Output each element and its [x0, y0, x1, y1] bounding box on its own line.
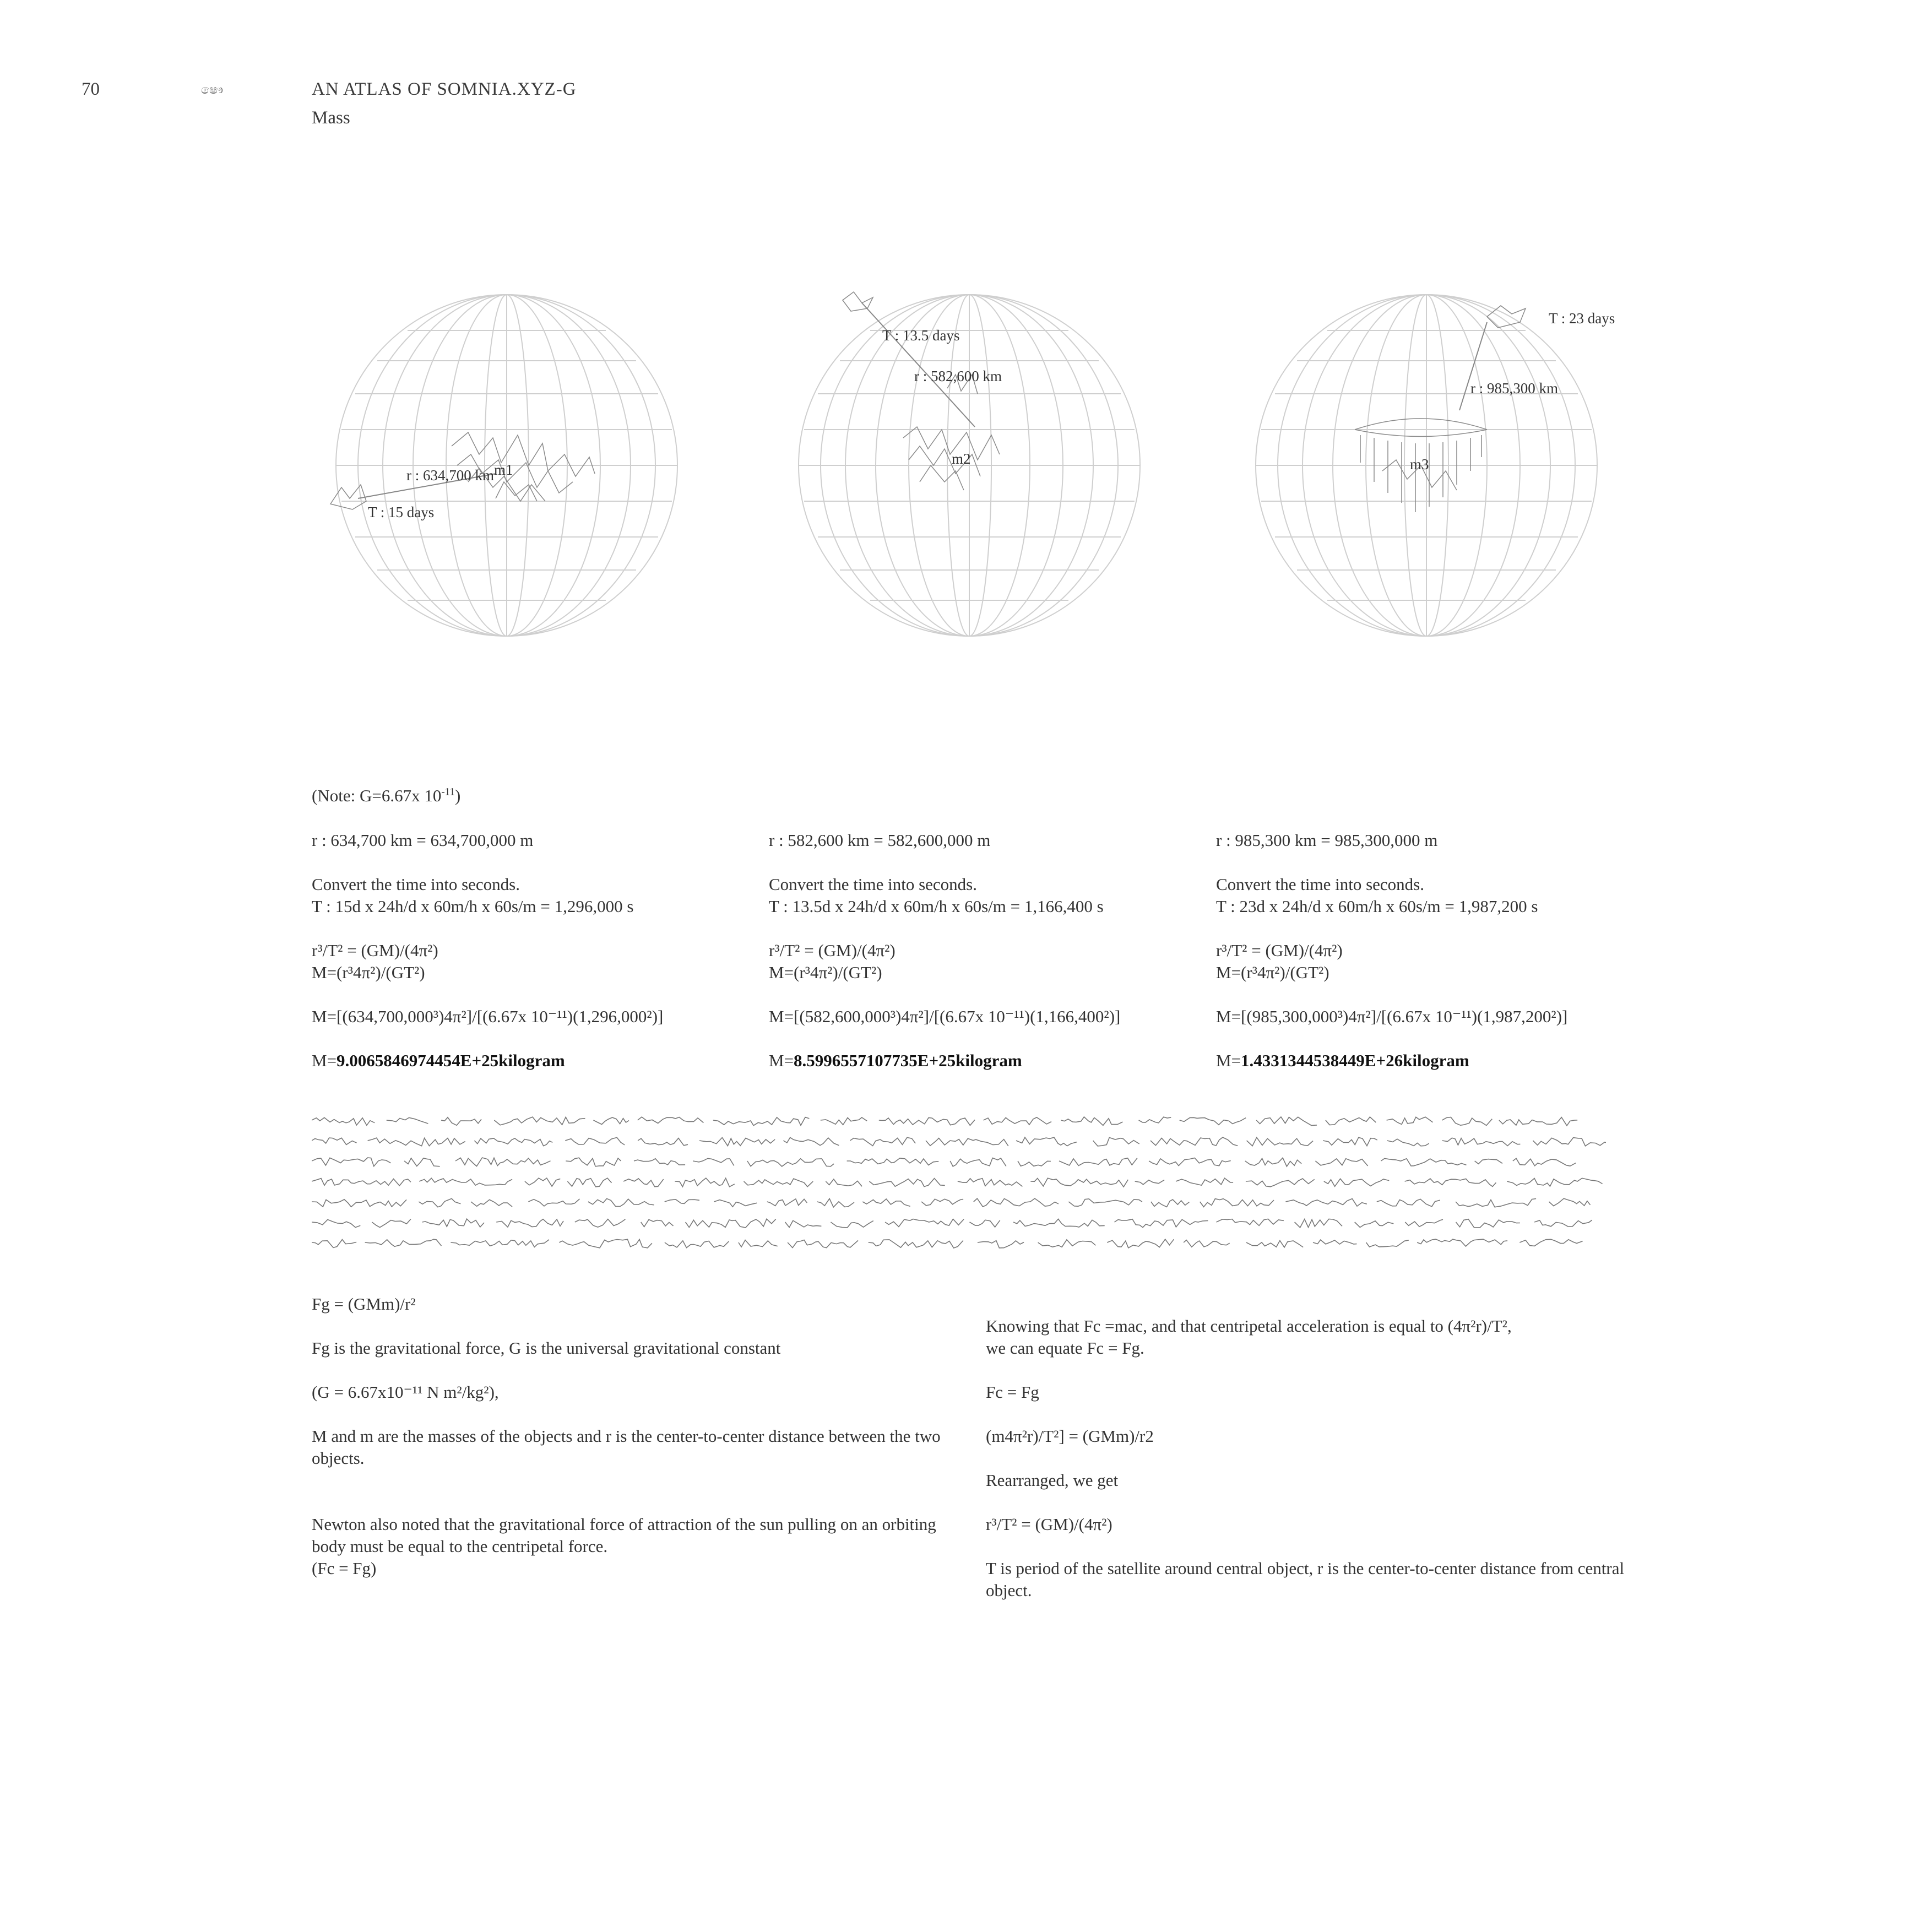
scribble-word [862, 1199, 910, 1206]
scribble-word [1247, 1137, 1314, 1146]
scribble-word [1519, 1239, 1582, 1246]
scribble-word [1013, 1219, 1105, 1227]
time-conversion: T : 13.5d x 24h/d x 60m/h x 60s/m = 1,166,400 s [769, 897, 1104, 916]
scribble-word [441, 1117, 481, 1126]
scribble-word [1093, 1138, 1139, 1146]
scribble-word [1313, 1240, 1357, 1244]
fc-fg: Fc = Fg [986, 1382, 1039, 1402]
scribble-word [788, 1240, 858, 1248]
scribble-word [575, 1219, 626, 1228]
mass-result: M=8.5996557107735E+25kilogram [769, 1051, 1022, 1070]
calc-column-m2 [769, 829, 1120, 1072]
scribble-word [1405, 1179, 1496, 1186]
fg-description: Fg is the gravitational force, G is the universal gravitational constant [312, 1338, 781, 1358]
scribble-word [387, 1117, 428, 1124]
masses-description: M and m are the masses of the objects and r is the center-to-center distance between the two objects. [312, 1426, 941, 1468]
scribble-word [496, 1219, 563, 1227]
scribble-word [1107, 1239, 1174, 1248]
mass-formula: M=(r³4π²)/(GT²) [1216, 963, 1329, 982]
kepler-law: r³/T² = (GM)/(4π²) [312, 941, 438, 960]
scribble-word [528, 1199, 579, 1206]
scribble-word [1018, 1161, 1051, 1166]
scribble-word [312, 1240, 356, 1248]
calc-column-m3 [1216, 829, 1567, 1072]
scribble-word [312, 1138, 357, 1144]
page-number: 70 [82, 79, 100, 99]
scribble-word [419, 1198, 460, 1207]
globe2-mass-label: m2 [952, 451, 971, 467]
globe3-mass-label: m3 [1410, 456, 1429, 473]
scribble-word [850, 1137, 916, 1146]
scribble-word [739, 1240, 778, 1247]
scribble-word [1180, 1117, 1246, 1125]
period-description: T is period of the satellite around central object, r is the center-to-center distance from central object. [986, 1559, 1625, 1600]
scribble-word [1326, 1117, 1376, 1125]
scribble-word [826, 1179, 862, 1186]
globe3-period-label: T : 23 days [1549, 310, 1615, 327]
scribble-word [1315, 1159, 1367, 1166]
kepler-law: r³/T² = (GM)/(4π²) [1216, 941, 1343, 960]
scribble-word [312, 1219, 360, 1227]
scribble-word [1246, 1179, 1315, 1187]
scribble-word [675, 1178, 734, 1187]
scribble-word [474, 1138, 552, 1146]
scribble-word [638, 1138, 688, 1146]
scribble-word [312, 1200, 406, 1207]
scribble-word [1245, 1158, 1302, 1166]
scribble-word [1184, 1240, 1230, 1247]
scribble-word [1295, 1219, 1342, 1228]
gravity-explanation [312, 1293, 951, 1580]
scribble-word [1534, 1220, 1592, 1227]
scribble-word [594, 1117, 629, 1125]
scribble-word [1377, 1199, 1440, 1206]
scribble-word [525, 1178, 560, 1186]
globe2-radius-label: r : 582,600 km [914, 368, 1002, 384]
scribble-word [312, 1117, 375, 1125]
scribble-word [471, 1200, 512, 1207]
kepler-law-derived: r³/T² = (GM)/(4π²) [986, 1515, 1112, 1534]
mass-substitution: M=[(582,600,000³)4π²]/[(6.67x 10⁻¹¹)(1,166,400²)] [769, 1007, 1121, 1026]
scribble-word [1150, 1137, 1238, 1146]
globe3-radius-label: r : 985,300 km [1470, 380, 1558, 397]
calc-column-m1 [312, 829, 663, 1072]
scribble-word [372, 1219, 411, 1227]
scribble-word [831, 1221, 873, 1228]
scribble-word [1246, 1241, 1303, 1247]
scribble-word [312, 1179, 411, 1186]
scribble-word [817, 1198, 854, 1207]
scribble-word [567, 1178, 611, 1187]
scribble-word [1442, 1117, 1493, 1126]
globe1-mass-label: m1 [494, 462, 513, 478]
scribble-word [1387, 1139, 1429, 1146]
time-conversion: T : 23d x 24h/d x 60m/h x 60s/m = 1,987,200 s [1216, 897, 1538, 916]
rearranged-label: Rearranged, we get [986, 1470, 1119, 1490]
scribble-word [1115, 1219, 1208, 1228]
radius-conversion: r : 985,300 km = 985,300,000 m [1216, 831, 1438, 850]
knowing-text: Knowing that Fc =mac, and that centripetal acceleration is equal to (4π²r)/T², we can equate Fc = Fg. [986, 1316, 1512, 1358]
mass-substitution: M=[(985,300,000³)4π²]/[(6.67x 10⁻¹¹)(1,987,200²)] [1216, 1007, 1568, 1026]
scribble-word [1499, 1117, 1577, 1126]
scribble-word [1176, 1178, 1233, 1185]
scribble-word [455, 1158, 551, 1166]
g-note: (Note: G=6.67x $10^{-11}$) [312, 786, 461, 805]
scribble-word [451, 1240, 549, 1247]
scribble-word [638, 1117, 704, 1123]
scribble-word [958, 1179, 1023, 1187]
scribble-word [1323, 1137, 1377, 1146]
scribble-word [699, 1138, 775, 1146]
scribble-word [312, 1158, 391, 1166]
scribble-word [634, 1159, 685, 1165]
scribble-word [1366, 1240, 1409, 1247]
convert-heading: Convert the time into seconds. [312, 875, 520, 894]
scribble-word [744, 1179, 813, 1187]
scribble-word [588, 1198, 654, 1206]
scribble-word [970, 1220, 1000, 1227]
mass-result: M=1.4331344538449E+26kilogram [1216, 1051, 1469, 1070]
convert-heading: Convert the time into seconds. [769, 875, 977, 894]
scribble-word [565, 1137, 625, 1144]
globe1-radius-label: r : 634,700 km [406, 467, 494, 484]
scribble-word [1135, 1180, 1165, 1184]
radius-conversion: r : 634,700 km = 634,700,000 m [312, 831, 534, 850]
scribble-word [686, 1219, 776, 1228]
scribble-word [1256, 1117, 1317, 1126]
scribble-word [368, 1138, 465, 1146]
g-value: (G = 6.67x10⁻¹¹ N m²/kg²), [312, 1382, 499, 1402]
scribble-word [1200, 1199, 1274, 1207]
scribble-word [1217, 1219, 1284, 1225]
scribble-word [1151, 1200, 1190, 1207]
newton-note: Newton also noted that the gravitational force of attraction of the sun pulling on an orbiting body must be equal to the centripetal force. [312, 1515, 936, 1556]
scribble-word [494, 1117, 585, 1125]
scribble-word [1038, 1240, 1096, 1247]
scribble-word [1456, 1199, 1536, 1207]
scribble-word [747, 1159, 834, 1166]
scribble-word [1417, 1239, 1507, 1246]
scribble-word [785, 1220, 822, 1227]
scribble-word [1285, 1199, 1366, 1207]
scribble-word [1507, 1178, 1602, 1186]
section-title: Mass [312, 108, 350, 128]
kepler-law: r³/T² = (GM)/(4π²) [769, 941, 896, 960]
scribble-word [1513, 1158, 1576, 1166]
mass-formula: M=(r³4π²)/(GT²) [312, 963, 425, 982]
globe2-period-label: T : 13.5 days [882, 327, 960, 344]
mass-result: M=9.0065846974454E+25kilogram [312, 1051, 565, 1070]
scribble-word [1381, 1159, 1466, 1166]
scribble-word [1456, 1219, 1521, 1228]
scribble-word [1016, 1137, 1077, 1146]
scribble-word [1533, 1138, 1606, 1146]
scribble-word [1355, 1221, 1394, 1228]
scribble-word [869, 1179, 945, 1187]
scribble-word [714, 1200, 757, 1207]
scribble-word [974, 1198, 1059, 1207]
centripetal-explanation [986, 1315, 1625, 1624]
scribble-word [767, 1199, 807, 1206]
scribble-word [422, 1219, 485, 1227]
globe1-period-label: T : 15 days [368, 504, 435, 520]
time-conversion: T : 15d x 24h/d x 60m/h x 60s/m = 1,296,000 s [312, 897, 634, 916]
scribble-word [879, 1117, 975, 1125]
scribble-word [885, 1219, 964, 1227]
scribble-word [665, 1241, 729, 1248]
scribble-word [1139, 1117, 1171, 1123]
scribble-word [1061, 1117, 1123, 1125]
scribble-word [566, 1158, 621, 1166]
scribble-word [1442, 1138, 1521, 1146]
scribble-word [869, 1240, 963, 1248]
scribble-word [1549, 1198, 1591, 1206]
scribble-word [1405, 1219, 1443, 1227]
glyph-paragraph [312, 1108, 1606, 1260]
scribble-word [984, 1117, 1052, 1125]
scribble-word [926, 1138, 1008, 1146]
centripetal-equation: (m4π²r)/T²] = (GMm)/r2 [986, 1426, 1154, 1446]
scribble-word [1324, 1179, 1390, 1186]
scribble-word [404, 1158, 440, 1166]
scribble-word [950, 1158, 1006, 1166]
scribble-word [365, 1239, 442, 1246]
mass-formula: M=(r³4π²)/(GT²) [769, 963, 882, 982]
scribble-word [1475, 1159, 1502, 1164]
scribble-word [783, 1137, 839, 1145]
radius-conversion: r : 582,600 km = 582,600,000 m [769, 831, 991, 850]
book-title: AN ATLAS OF SOMNIA.XYZ-G [312, 79, 577, 99]
scribble-word [713, 1117, 810, 1126]
force-equality: (Fc = Fg) [312, 1559, 377, 1578]
scribble-word [623, 1179, 664, 1187]
scribble-word [847, 1158, 939, 1165]
scribble-word [1387, 1117, 1433, 1124]
scribble-word [821, 1117, 867, 1125]
fg-formula: Fg = (GMm)/r² [312, 1294, 416, 1314]
scribble-word [559, 1239, 652, 1248]
scribble-word [1030, 1178, 1128, 1187]
header-glyph: ෂෞ [201, 83, 224, 96]
scribble-word [1068, 1199, 1142, 1207]
scribble-word [1149, 1158, 1231, 1166]
mass-substitution: M=[(634,700,000³)4π²]/[(6.67x 10⁻¹¹)(1,296,000²)] [312, 1007, 664, 1026]
scribble-word [1059, 1158, 1137, 1166]
scribble-word [419, 1178, 512, 1185]
convert-heading: Convert the time into seconds. [1216, 875, 1424, 894]
glyph-scribble-drawing [312, 1108, 1606, 1257]
scribble-word [665, 1200, 699, 1204]
scribble-word [921, 1199, 963, 1206]
scribble-word [978, 1241, 1024, 1248]
scribble-word [641, 1219, 674, 1227]
scribble-word [693, 1158, 734, 1165]
